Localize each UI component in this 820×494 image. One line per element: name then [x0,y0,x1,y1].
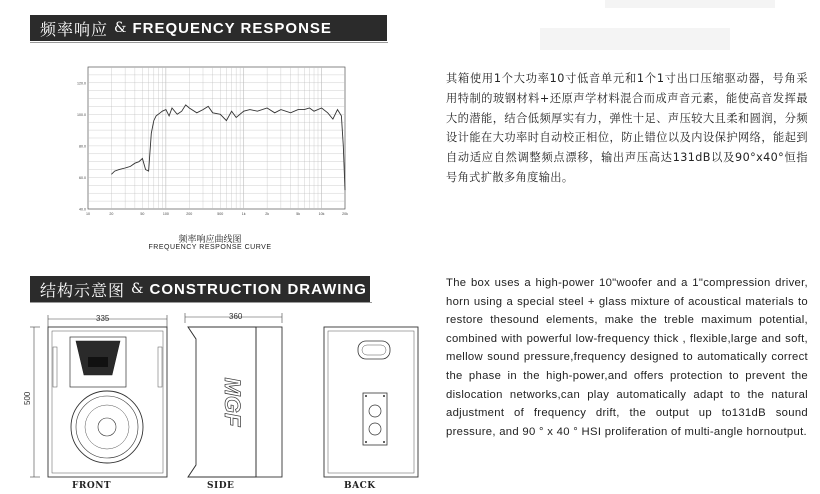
chart-x-tick-label: 1k [241,212,246,216]
chart-grid [88,67,345,209]
construction-drawings [20,305,420,485]
chart-x-ticks [86,212,348,216]
chart-x-tick-label: 50 [140,212,145,216]
frequency-header-amp: & [114,20,127,36]
chart-caption-en: FREQUENCY RESPONSE CURVE [148,244,272,251]
front-handle-left [53,347,57,387]
faint-banner-2 [540,28,730,50]
back-cabinet [324,327,418,477]
side-depth-dim: 360 [229,312,243,321]
back-connector-plate [363,393,387,445]
chart-y-tick-label: 100.0 [77,112,86,117]
chart-y-ticks [77,81,86,211]
back-handle [358,341,390,359]
description-en: The box uses a high-power 10"woofer and a 1"compression driver, horn using a special steel + glass mixture of acoustical materials to restore thesound elements, make the treble maximum potential, combined with powerful low-frequency thick , flexible,large and soft, mellow sound pressure,frequency designed to automatically correct the phase in the high-power,and offers protection to prevent the dislocation networks,can play automatically adapt to the natural adjustment of frequency drift, the output up to131dB sound pressure, and 90 ° x 40 ° HSI proliferation of multi-angle hornoutput. [446,277,808,438]
frequency-response-chart [70,63,355,223]
side-view [185,312,282,477]
description-cn: 其箱使用1个大功率10寸低音单元和1个1寸出口压缩驱动器，号角采用特制的玻钢材料+还原声学材料混合而成声音元素，能使高音发挥最大的潜能，结合低频厚实有力，弹性十足、声压较大且柔和圆润，分频设计能在大功率时自动校正相位，防止错位以及内设保护网络，能起到自动适应自然调整频点漂移，输出声压高达131dB以及90°x40°恒指号角式扩散多角度输出。 [446,72,808,184]
front-handle-right [158,347,162,387]
construction-header-amp: & [131,281,144,297]
chart-x-tick-label: 200 [186,212,193,216]
chart-y-tick-label: 120.0 [77,81,86,86]
construction-header-rule [30,302,372,303]
chart-x-tick-label: 2k [265,212,270,216]
chart-x-tick-label: 100 [162,212,169,216]
chart-caption-cn: 频率响应曲线图 [178,235,242,245]
frequency-header-en: FREQUENCY RESPONSE [132,19,332,37]
faint-banner [605,0,775,8]
construction-header-cn: 结构示意图 [40,280,126,300]
woofer-dust-cap [98,418,116,436]
back-view-label: BACK [344,481,376,491]
chart-x-tick-label: 20k [342,212,348,216]
back-connector-bottom [369,423,381,435]
chart-y-tick-label: 40.0 [79,207,86,212]
woofer-outer [71,391,143,463]
chart-x-tick-label: 20 [109,212,114,216]
front-view [23,314,167,477]
chart-x-tick-label: 10 [86,212,90,216]
chart-y-tick-label: 80.0 [79,144,86,149]
chart-y-tick-label: 60.0 [79,175,86,180]
chart-x-tick-label: 500 [217,212,224,216]
construction-drawing-header [30,276,370,302]
front-height-dim: 500 [23,391,32,405]
frequency-header-cn: 频率响应 [40,19,109,39]
back-view [324,327,418,477]
front-view-label: FRONT [72,481,112,491]
frequency-response-header [30,15,387,41]
construction-header-en: CONSTRUCTION DRAWING [149,280,367,298]
back-connector-top [369,405,381,417]
chart-x-tick-label: 5k [296,212,301,216]
frequency-header-rule [30,42,388,43]
front-width-dim: 335 [96,314,110,323]
side-view-label: SIDE [207,481,235,491]
side-logo: MGF [220,377,245,427]
chart-x-tick-label: 10k [318,212,325,216]
